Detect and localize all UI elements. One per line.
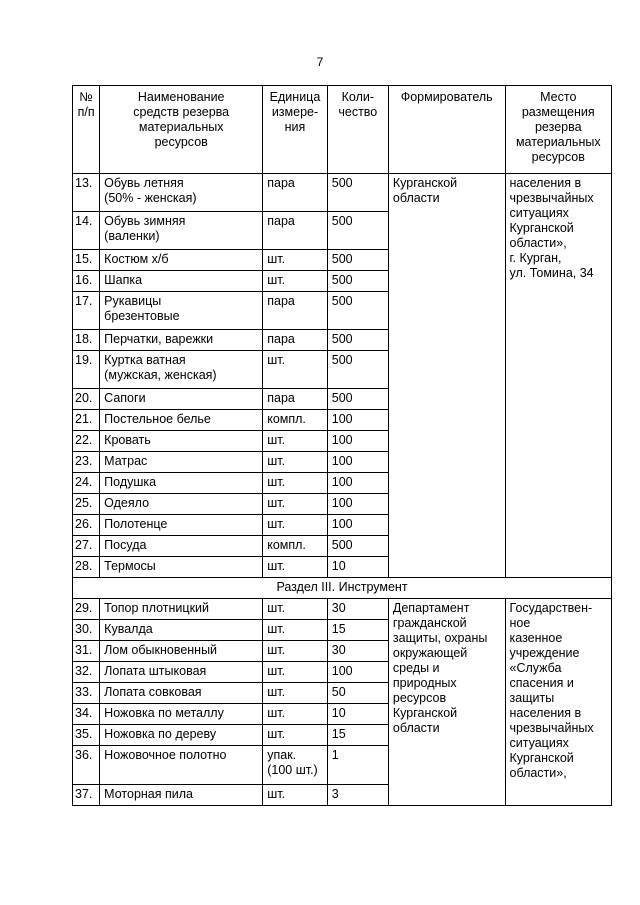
resource-name: Кровать bbox=[100, 431, 263, 452]
resource-unit: шт. bbox=[263, 494, 328, 515]
resource-unit: шт. bbox=[263, 785, 328, 806]
resource-quantity: 15 bbox=[327, 620, 388, 641]
resource-unit: шт. bbox=[263, 271, 328, 292]
resource-unit: шт. bbox=[263, 620, 328, 641]
placement-cell: Государствен- ное казенное учреждение «Служба спасения и защиты населения в чрезвычайных ситуациях Курганской области», bbox=[505, 599, 611, 806]
resource-quantity: 100 bbox=[327, 431, 388, 452]
resource-unit: шт. bbox=[263, 473, 328, 494]
row-number: 31. bbox=[73, 641, 100, 662]
row-number: 34. bbox=[73, 704, 100, 725]
resource-unit: пара bbox=[263, 174, 328, 212]
resource-name: Термосы bbox=[100, 557, 263, 578]
section-row bbox=[73, 578, 612, 599]
resource-unit: компл. bbox=[263, 536, 328, 557]
resource-unit: шт. bbox=[263, 557, 328, 578]
resource-quantity: 500 bbox=[327, 292, 388, 330]
resource-unit: шт. bbox=[263, 515, 328, 536]
resource-quantity: 30 bbox=[327, 599, 388, 620]
resource-name: Подушка bbox=[100, 473, 263, 494]
header-former: Формирователь bbox=[388, 86, 505, 174]
resource-name: Лопата штыковая bbox=[100, 662, 263, 683]
resource-quantity: 10 bbox=[327, 704, 388, 725]
resource-unit: компл. bbox=[263, 410, 328, 431]
row-number: 19. bbox=[73, 351, 100, 389]
resource-quantity: 500 bbox=[327, 174, 388, 212]
resource-name: Обувь зимняя (валенки) bbox=[100, 212, 263, 250]
header-unit: Единица измере- ния bbox=[263, 86, 328, 174]
resource-unit: шт. bbox=[263, 662, 328, 683]
resource-name: Сапоги bbox=[100, 389, 263, 410]
resource-unit: шт. bbox=[263, 704, 328, 725]
resource-name: Посуда bbox=[100, 536, 263, 557]
resource-unit: шт. bbox=[263, 641, 328, 662]
row-number: 37. bbox=[73, 785, 100, 806]
former-cell: Департамент гражданской защиты, охраны окружающей среды и природных ресурсов Курганской области bbox=[388, 599, 505, 806]
resource-quantity: 100 bbox=[327, 452, 388, 473]
resource-name: Лопата совковая bbox=[100, 683, 263, 704]
resource-quantity: 15 bbox=[327, 725, 388, 746]
page-number: 7 bbox=[316, 55, 324, 69]
resource-quantity: 100 bbox=[327, 515, 388, 536]
resources-table bbox=[72, 85, 612, 806]
row-number: 21. bbox=[73, 410, 100, 431]
row-number: 24. bbox=[73, 473, 100, 494]
resource-unit: шт. bbox=[263, 250, 328, 271]
resource-name: Рукавицы брезентовые bbox=[100, 292, 263, 330]
row-number: 25. bbox=[73, 494, 100, 515]
resource-name: Обувь летняя (50% - женская) bbox=[100, 174, 263, 212]
resource-quantity: 100 bbox=[327, 473, 388, 494]
resource-quantity: 10 bbox=[327, 557, 388, 578]
resource-quantity: 500 bbox=[327, 351, 388, 389]
header-place: Место размещения резерва материальных ресурсов bbox=[505, 86, 611, 174]
resource-name: Полотенце bbox=[100, 515, 263, 536]
row-number: 18. bbox=[73, 330, 100, 351]
resource-unit: пара bbox=[263, 330, 328, 351]
resource-name: Ножовочное полотно bbox=[100, 746, 263, 785]
resource-quantity: 500 bbox=[327, 389, 388, 410]
header-name: Наименование средств резерва материальных ресурсов bbox=[100, 86, 263, 174]
resource-name: Лом обыкновенный bbox=[100, 641, 263, 662]
row-number: 28. bbox=[73, 557, 100, 578]
table-row bbox=[73, 174, 612, 212]
resource-unit: шт. bbox=[263, 683, 328, 704]
resource-quantity: 30 bbox=[327, 641, 388, 662]
resource-quantity: 500 bbox=[327, 536, 388, 557]
resource-name: Костюм х/б bbox=[100, 250, 263, 271]
header-qty: Коли- чество bbox=[327, 86, 388, 174]
resource-name: Матрас bbox=[100, 452, 263, 473]
row-number: 15. bbox=[73, 250, 100, 271]
row-number: 17. bbox=[73, 292, 100, 330]
resource-unit: шт. bbox=[263, 452, 328, 473]
resource-quantity: 3 bbox=[327, 785, 388, 806]
resource-quantity: 100 bbox=[327, 410, 388, 431]
resource-unit: пара bbox=[263, 389, 328, 410]
row-number: 26. bbox=[73, 515, 100, 536]
resource-name: Топор плотницкий bbox=[100, 599, 263, 620]
header-num: № п/п bbox=[73, 86, 100, 174]
row-number: 20. bbox=[73, 389, 100, 410]
resource-quantity: 50 bbox=[327, 683, 388, 704]
resource-unit: шт. bbox=[263, 599, 328, 620]
resource-name: Шапка bbox=[100, 271, 263, 292]
resource-unit: пара bbox=[263, 212, 328, 250]
resource-quantity: 1 bbox=[327, 746, 388, 785]
row-number: 27. bbox=[73, 536, 100, 557]
placement-cell: населения в чрезвычайных ситуациях Курганской области», г. Курган, ул. Томина, 34 bbox=[505, 174, 611, 578]
table-row bbox=[73, 599, 612, 620]
resource-quantity: 100 bbox=[327, 662, 388, 683]
resource-quantity: 500 bbox=[327, 250, 388, 271]
resource-quantity: 100 bbox=[327, 494, 388, 515]
resource-unit: упак. (100 шт.) bbox=[263, 746, 328, 785]
resource-quantity: 500 bbox=[327, 271, 388, 292]
resource-name: Одеяло bbox=[100, 494, 263, 515]
resource-name: Ножовка по дереву bbox=[100, 725, 263, 746]
section-title: Раздел III. Инструмент bbox=[73, 578, 612, 599]
row-number: 14. bbox=[73, 212, 100, 250]
resource-quantity: 500 bbox=[327, 212, 388, 250]
header-row bbox=[73, 86, 612, 174]
resource-name: Куртка ватная (мужская, женская) bbox=[100, 351, 263, 389]
row-number: 33. bbox=[73, 683, 100, 704]
row-number: 22. bbox=[73, 431, 100, 452]
table-body bbox=[73, 174, 612, 806]
former-cell: Курганской области bbox=[388, 174, 505, 578]
resource-quantity: 500 bbox=[327, 330, 388, 351]
row-number: 13. bbox=[73, 174, 100, 212]
resource-unit: шт. bbox=[263, 351, 328, 389]
resource-unit: пара bbox=[263, 292, 328, 330]
row-number: 36. bbox=[73, 746, 100, 785]
row-number: 23. bbox=[73, 452, 100, 473]
resource-name: Перчатки, варежки bbox=[100, 330, 263, 351]
row-number: 32. bbox=[73, 662, 100, 683]
resource-unit: шт. bbox=[263, 431, 328, 452]
row-number: 16. bbox=[73, 271, 100, 292]
resource-name: Постельное белье bbox=[100, 410, 263, 431]
row-number: 30. bbox=[73, 620, 100, 641]
resource-name: Ножовка по металлу bbox=[100, 704, 263, 725]
resource-name: Кувалда bbox=[100, 620, 263, 641]
resource-unit: шт. bbox=[263, 725, 328, 746]
resource-name: Моторная пила bbox=[100, 785, 263, 806]
row-number: 35. bbox=[73, 725, 100, 746]
row-number: 29. bbox=[73, 599, 100, 620]
